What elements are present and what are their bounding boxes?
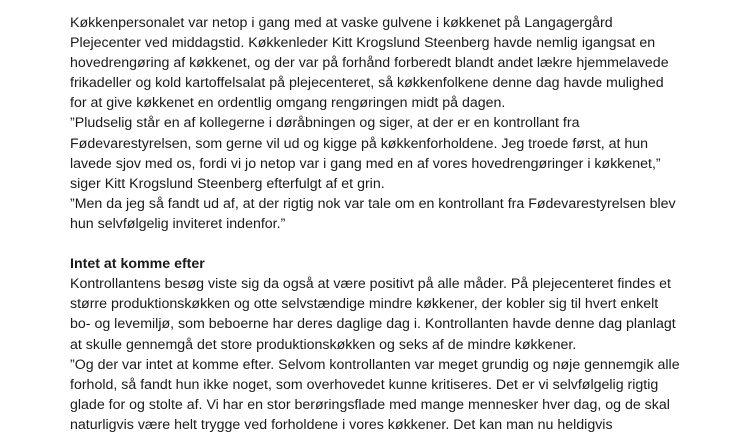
paragraph-intro-3: ”Men da jeg så fandt ud af, at der rigtig nok var tale om en kontrollant fra Fødevarestyrelsen blev hun selvfølgelig inviteret indenfor.” <box>70 195 676 232</box>
paragraph-section-1: Kontrollantens besøg viste sig da også at være positivt på alle måder. På plejecenteret findes et større produktionskøkken og otte selvstændige mindre køkkener, der kobler sig til hvert enkelt bo- og levemiljø, som beboerne har deres daglige dag i. Kontrollanten havde denne dag planlagt at skulle gennemgå det store produktionskøkken og seks af de mindre køkkener. <box>70 276 676 353</box>
document-body <box>70 13 680 435</box>
paragraph-intro-2: ”Pludselig står en af kollegerne i døråbningen og siger, at der er en kontrollant fra Fødevarestyrelsen, som gerne vil ud og kigge på køkkenforholdene. Jeg troede først, at hun lavede sjov med os, fordi vi jo netop var i gang med en af vores hovedrengøringer i køkkenet,” siger Kitt Krogslund Steenberg efterfulgt af et grin. <box>70 115 661 192</box>
paragraph-spacer <box>70 234 680 254</box>
paragraph-section-2: ”Og der var intet at komme efter. Selvom kontrollanten var meget grundig og nøje gennemgik alle forhold, så fandt hun ikke noget, som overhovedet kunne kritiseres. Det er vi selvfølgelig rigtig glade for og stolte af. Vi har en stor berøringsflade med mange mennesker hver dag, og de skal naturligvis være helt trygge ved forholdene i vores køkkener. Det kan man nu heldigvis <box>70 356 680 433</box>
section-heading: Intet at komme efter <box>70 256 205 273</box>
paragraph-intro-1: Køkkenpersonalet var netop i gang med at vaske gulvene i køkkenet på Langagergård Plejecenter ved middagstid. Køkkenleder Kitt Krogslund Steenberg havde nemlig igangsat en hovedrengøring af køkkenet, og der var på forhånd forberedt blandt andet lækre hjemmelavede frikadeller og kold kartoffelsalat på plejecenteret, så køkkenfolkene denne dag havde mulighed for at give køkkenet en ordentlig omgang rengøringen midt på dagen. <box>70 15 669 112</box>
